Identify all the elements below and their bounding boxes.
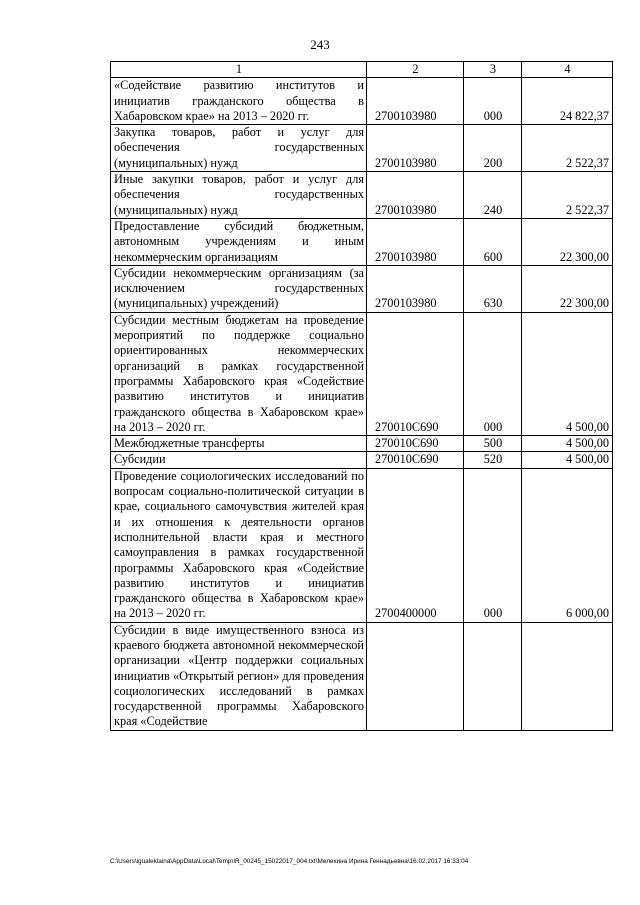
row-amount: 2 522,37 xyxy=(522,125,613,172)
row-code: 2700103980 xyxy=(367,78,464,125)
budget-table xyxy=(110,61,613,731)
row-code: 2700103980 xyxy=(367,265,464,312)
row-kind: 000 xyxy=(464,468,522,622)
row-kind: 000 xyxy=(464,312,522,435)
table-row xyxy=(111,312,613,435)
table-row xyxy=(111,436,613,452)
table-row xyxy=(111,468,613,622)
footer-file-path: C:\Users\igualeklaina\AppData\Local\Temp\IR_00245_15022017_004.txt\Мелехина Ирина Геннадьевна\16.02.2017 16:33:04 xyxy=(110,858,469,865)
row-description: Закупка товаров, работ и услуг для обеспечения государственных (муниципальных) нужд xyxy=(111,125,367,172)
row-amount: 24 822,37 xyxy=(522,78,613,125)
row-code xyxy=(367,622,464,730)
column-header-2: 2 xyxy=(367,62,464,78)
row-description: «Содействие развитию институтов и инициатив гражданского общества в Хабаровском крае» на 2013 – 2020 гг. xyxy=(111,78,367,125)
table-row xyxy=(111,452,613,468)
row-description: Субсидии местным бюджетам на проведение мероприятий по поддержке социально ориентированных некоммерческих организаций в рамках государственной программы Хабаровского края «Содействие развитию институтов и инициатив гражданского общества в Хабаровском крае» на 2013 – 2020 гг. xyxy=(111,312,367,435)
row-code: 270010С690 xyxy=(367,312,464,435)
row-description: Иные закупки товаров, работ и услуг для обеспечения государственных (муниципальных) нужд xyxy=(111,172,367,219)
table-header-row xyxy=(111,62,613,78)
row-description: Межбюджетные трансферты xyxy=(111,436,367,452)
row-amount: 4 500,00 xyxy=(522,312,613,435)
row-amount: 4 500,00 xyxy=(522,452,613,468)
row-kind: 500 xyxy=(464,436,522,452)
row-kind: 200 xyxy=(464,125,522,172)
row-kind xyxy=(464,622,522,730)
table-row xyxy=(111,622,613,730)
row-code: 270010С690 xyxy=(367,452,464,468)
column-header-1: 1 xyxy=(111,62,367,78)
table-row xyxy=(111,218,613,265)
table-row xyxy=(111,172,613,219)
row-description: Субсидии xyxy=(111,452,367,468)
row-kind: 000 xyxy=(464,78,522,125)
row-description: Проведение социологических исследований по вопросам социально-политической ситуации в крае, социального самочувствия жителей края и их отношения к деятельности органов исполнительной власти края и местного самоуправления в рамках государственной программы Хабаровского края «Содействие развитию институтов и инициатив гражданского общества в Хабаровском крае» на 2013 – 2020 гг. xyxy=(111,468,367,622)
row-amount: 22 300,00 xyxy=(522,265,613,312)
row-description: Субсидии в виде имущественного взноса из краевого бюджета автономной некоммерческой организации «Центр поддержки социальных инициатив «Открытый регион» для проведения социологических исследований в рамках государственной программы Хабаровского края «Содействие xyxy=(111,622,367,730)
row-description: Предоставление субсидий бюджетным, автономным учреждениям и иным некоммерческим организациям xyxy=(111,218,367,265)
row-description: Субсидии некоммерческим организациям (за исключением государственных (муниципальных) учреждений) xyxy=(111,265,367,312)
table-row xyxy=(111,125,613,172)
row-code: 2700103980 xyxy=(367,172,464,219)
row-kind: 520 xyxy=(464,452,522,468)
row-amount: 4 500,00 xyxy=(522,436,613,452)
row-code: 2700103980 xyxy=(367,125,464,172)
row-amount: 22 300,00 xyxy=(522,218,613,265)
table-row xyxy=(111,78,613,125)
row-kind: 600 xyxy=(464,218,522,265)
row-amount: 2 522,37 xyxy=(522,172,613,219)
column-header-3: 3 xyxy=(464,62,522,78)
row-amount: 6 000,00 xyxy=(522,468,613,622)
row-code: 270010С690 xyxy=(367,436,464,452)
row-code: 2700400000 xyxy=(367,468,464,622)
row-kind: 630 xyxy=(464,265,522,312)
row-amount xyxy=(522,622,613,730)
row-kind: 240 xyxy=(464,172,522,219)
row-code: 2700103980 xyxy=(367,218,464,265)
page-number: 243 xyxy=(310,37,330,52)
table-row xyxy=(111,265,613,312)
column-header-4: 4 xyxy=(522,62,613,78)
